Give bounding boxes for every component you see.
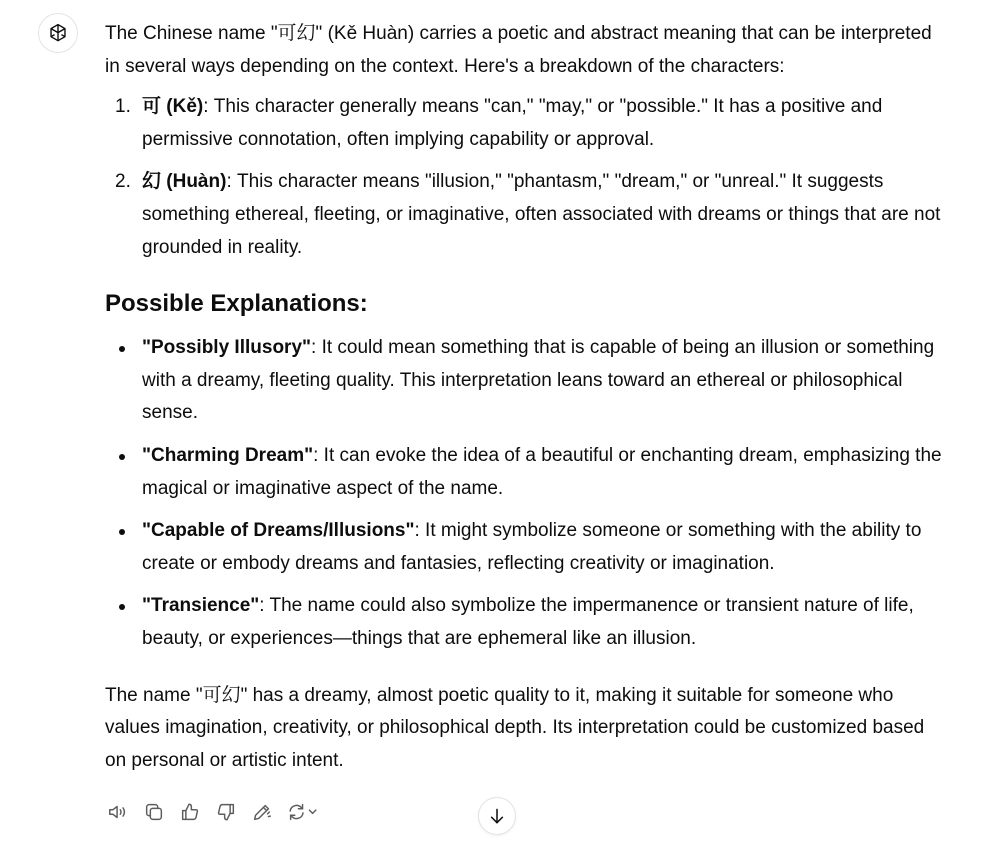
section-heading: Possible Explanations: bbox=[105, 290, 368, 318]
regenerate-icon bbox=[285, 801, 321, 823]
copy-button[interactable] bbox=[139, 797, 169, 827]
read-aloud-icon bbox=[107, 801, 129, 823]
term-description: : It could mean something that is capable of being an illusion or something with a dreamy, fleeting quality. This interpretation leans toward an ethereal or philosophical sense. bbox=[142, 337, 935, 424]
thumbs-up-icon bbox=[179, 801, 201, 823]
list-item bbox=[105, 91, 945, 156]
thumbs-down-icon bbox=[215, 801, 237, 823]
term-label: "Charming Dream" bbox=[142, 444, 314, 466]
arrow-down-icon bbox=[487, 806, 507, 826]
edit-button[interactable] bbox=[247, 797, 277, 827]
thumbs-up-button[interactable] bbox=[175, 797, 205, 827]
copy-icon bbox=[143, 801, 165, 823]
term-label: "Capable of Dreams/Illusions" bbox=[142, 520, 415, 542]
list-item bbox=[105, 590, 945, 655]
list-number: 2. bbox=[115, 171, 131, 193]
list-item bbox=[105, 332, 945, 430]
term-description: : It can evoke the idea of a beautiful or enchanting dream, emphasizing the magical or imaginative aspect of the name. bbox=[142, 444, 942, 499]
term-description: : The name could also symbolize the impermanence or transient nature of life, beauty, or experiences—things that are ephemeral like an illusion. bbox=[142, 595, 914, 649]
term-label: 可 (Kě) bbox=[142, 96, 204, 118]
closing-paragraph: The name "可幻" has a dreamy, almost poetic quality to it, making it suitable for someone who values imagination, creativity, or philosophical depth. Its interpretation could be customized based on personal or artistic intent. bbox=[105, 684, 925, 771]
list-item bbox=[105, 166, 945, 264]
openai-logo-icon bbox=[47, 22, 69, 44]
assistant-message bbox=[105, 18, 945, 777]
assistant-avatar bbox=[38, 13, 78, 53]
bullet-icon bbox=[119, 346, 125, 352]
list-item bbox=[105, 515, 945, 580]
message-actions bbox=[103, 797, 323, 827]
term-label: 幻 (Huàn) bbox=[142, 171, 227, 193]
read-aloud-button[interactable] bbox=[103, 797, 133, 827]
term-label: "Possibly Illusory" bbox=[142, 337, 312, 359]
term-description: : This character generally means "can," "may," or "possible." It has a positive and permissive connotation, often implying capability or approval. bbox=[142, 96, 883, 150]
regenerate-button[interactable] bbox=[283, 797, 323, 827]
intro-paragraph: The Chinese name "可幻" (Kě Huàn) carries a poetic and abstract meaning that can be interpreted in several ways depending on the context. Here's a breakdown of the characters: bbox=[105, 23, 932, 77]
character-list bbox=[105, 91, 945, 264]
explanation-list bbox=[105, 332, 945, 655]
bullet-icon bbox=[119, 529, 125, 535]
term-description: : This character means "illusion," "phantasm," "dream," or "unreal." It suggests something ethereal, fleeting, or imaginative, often associated with dreams or things that are not grounded in reality. bbox=[142, 171, 941, 258]
scroll-to-bottom-button[interactable] bbox=[478, 797, 516, 835]
list-number: 1. bbox=[115, 96, 131, 118]
edit-icon bbox=[251, 801, 273, 823]
term-description: : It might symbolize someone or something with the ability to create or embody dreams and fantasies, reflecting creativity or imagination. bbox=[142, 520, 922, 574]
list-item bbox=[105, 440, 945, 505]
bullet-icon bbox=[119, 454, 125, 460]
thumbs-down-button[interactable] bbox=[211, 797, 241, 827]
bullet-icon bbox=[119, 604, 125, 610]
term-label: "Transience" bbox=[142, 595, 260, 617]
